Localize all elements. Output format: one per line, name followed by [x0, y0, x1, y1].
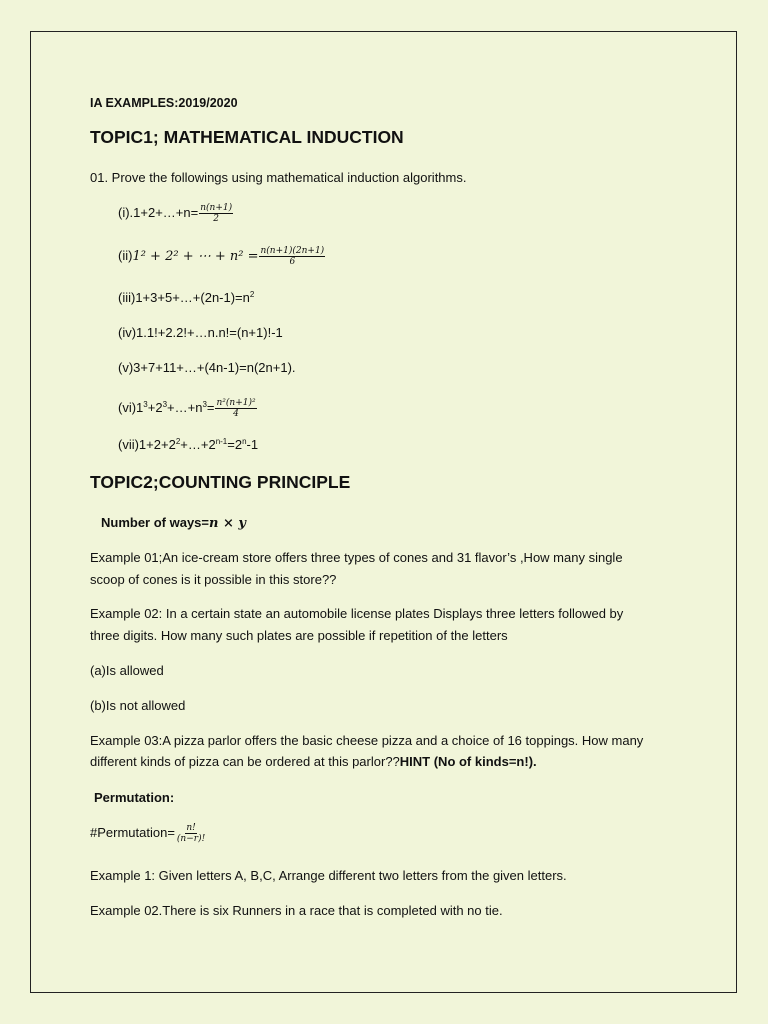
induction-item-vi: $(vi)1^3+2^3+\dots+n^3=$ $\frac{\text{n²(n+1)²}}{4}$: [118, 398, 256, 419]
induction-prompt: 01. Prove the followings using mathematical induction algorithms.: [90, 170, 467, 185]
hint-text: HINT (No of kinds=n!).: [399, 754, 537, 769]
exam-label: IA EXAMPLES:2019/2020: [90, 96, 238, 110]
ways-formula: Number of ways=n × y: [101, 515, 246, 531]
induction-item-iii: $(iii)1+3+5+\dots+(2n-1)=n^2$: [118, 290, 255, 305]
example3-line2: different kinds of pizza can be ordered at this parlor??HINT (No of kinds=n!).: [90, 754, 537, 769]
permutation-example1: Example 1: Given letters A, B,C, Arrange different two letters from the given letters.: [90, 868, 567, 883]
topic1-heading: TOPIC1; MATHEMATICAL INDUCTION: [90, 127, 404, 147]
permutation-formula: #Permutation= $\frac{n!}{(n-r)!}$: [90, 823, 206, 844]
fraction: $\frac{n!}{(n-r)!}$: [176, 823, 206, 844]
fraction: $\frac{n(n+1)(2n+1)}{6}$: [260, 246, 325, 267]
example2-line2: three digits. How many such plates are possible if repetition of the letters: [90, 628, 508, 643]
induction-item-vii: $(vii)1+2+2^2+\dots+2^{n-1}=2^n-1$: [118, 437, 259, 452]
induction-item-v: (v)3+7+11+…+(4n-1)=n(2n+1).: [118, 360, 296, 375]
example2-line1: Example 02: In a certain state an automobile license plates Displays three letters followed by: [90, 606, 624, 621]
permutation-heading: Permutation:: [94, 790, 175, 805]
fraction: $\frac{n(n+1)}{2}$: [200, 203, 233, 224]
example1-line2: scoop of cones is it possible in this store??: [90, 572, 337, 587]
topic2-heading: TOPIC2;COUNTING PRINCIPLE: [90, 472, 351, 492]
option-a: (a)Is allowed: [90, 663, 164, 678]
fraction: $\frac{\text{n²(n+1)²}}{4}$: [216, 398, 256, 419]
example1-line1: Example 01;An ice-cream store offers three types of cones and 31 flavor’s ,How many single: [90, 550, 623, 565]
induction-item-ii: (ii)1² + 2² + ⋯ + n² = $\frac{n(n+1)(2n+1)}{6}$: [118, 246, 325, 267]
option-b: (b)Is not allowed: [90, 698, 186, 713]
example3-line1: Example 03:A pizza parlor offers the basic cheese pizza and a choice of 16 toppings. How many: [90, 733, 644, 748]
permutation-example2: Example 02.There is six Runners in a race that is completed with no tie.: [90, 903, 503, 918]
induction-item-iv: (iv)1.1!+2.2!+…n.n!=(n+1)!-1: [118, 325, 283, 340]
induction-item-i: (i).1+2+…+n= $\frac{n(n+1)}{2}$: [118, 203, 233, 224]
